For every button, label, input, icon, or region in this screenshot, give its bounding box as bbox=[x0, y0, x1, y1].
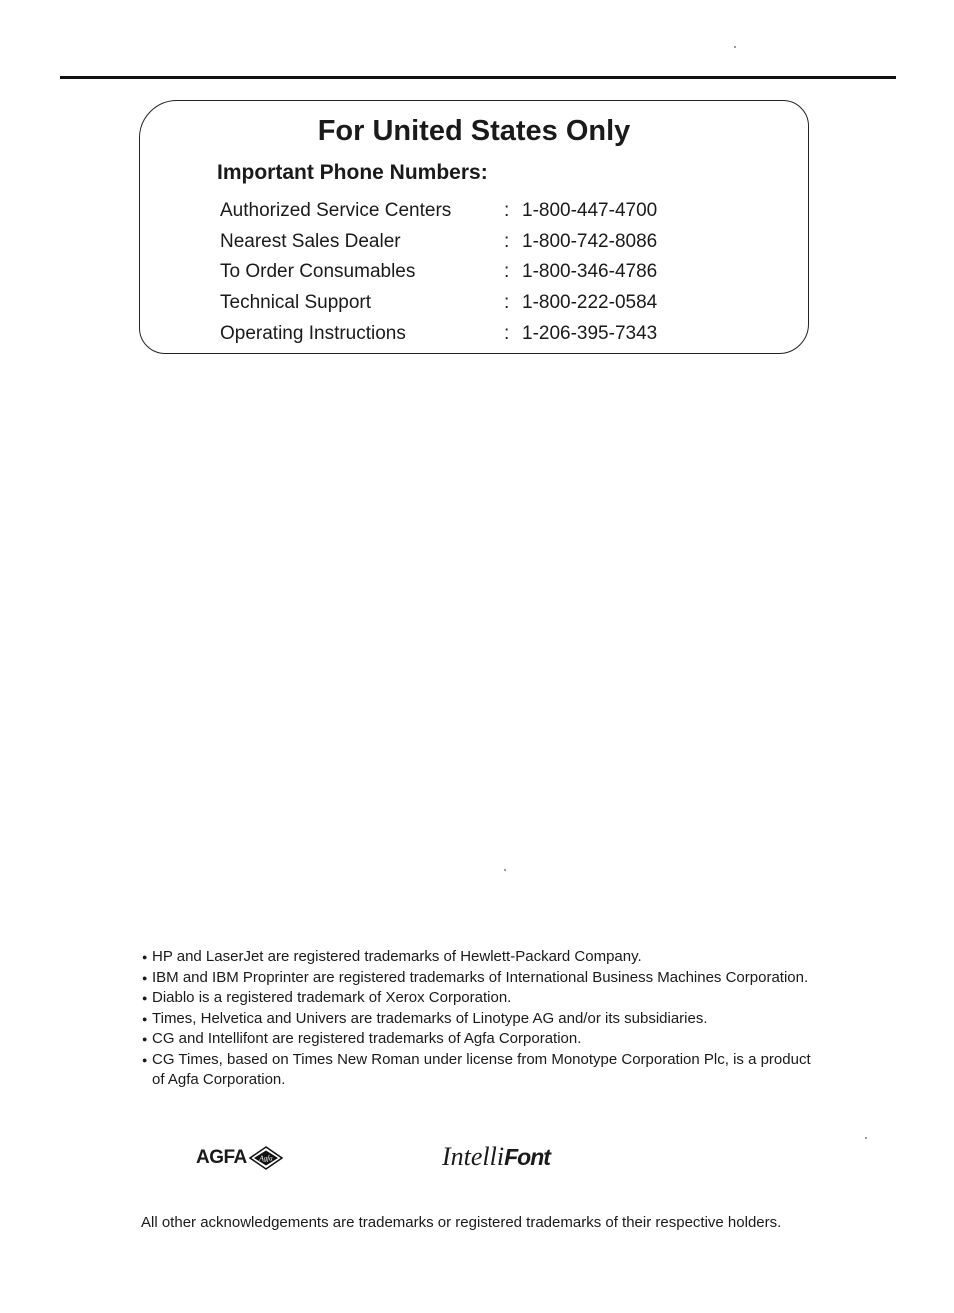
trademark-item: ● Diablo is a registered trademark of Xerox Corporation. bbox=[142, 988, 822, 1009]
agfa-diamond-icon bbox=[249, 1146, 283, 1170]
scan-speck bbox=[504, 869, 506, 871]
scan-speck bbox=[734, 46, 736, 48]
phone-row bbox=[220, 288, 657, 319]
acknowledgement-text: All other acknowledgements are trademarks or registered trademarks of their respective holders. bbox=[141, 1214, 782, 1231]
phone-row-separator: : bbox=[504, 261, 510, 283]
phone-row-separator: : bbox=[504, 200, 510, 222]
phone-row-separator: : bbox=[504, 230, 510, 252]
phone-row bbox=[220, 196, 657, 227]
phone-row-separator: : bbox=[504, 322, 510, 344]
phone-row bbox=[220, 257, 657, 288]
scan-speck bbox=[865, 1137, 867, 1139]
phone-row-label: Technical Support bbox=[220, 292, 372, 314]
intellifont-logo bbox=[442, 1142, 550, 1172]
phone-table bbox=[220, 196, 657, 349]
phone-row-separator: : bbox=[504, 292, 510, 314]
intellifont-wordmark-part2: Font bbox=[504, 1144, 550, 1170]
trademark-list bbox=[142, 947, 822, 1091]
phone-row bbox=[220, 318, 657, 349]
phone-row-label: To Order Consumables bbox=[220, 261, 416, 283]
trademark-item: ● IBM and IBM Proprinter are registered trademarks of International Business Machines Corporation. bbox=[142, 968, 822, 989]
trademark-item: ● CG Times, based on Times New Roman under license from Monotype Corporation Plc, is a product of Agfa Corporation. bbox=[142, 1050, 822, 1091]
phone-row-number: 1-800-346-4786 bbox=[522, 261, 658, 283]
phone-row-number: 1-206-395-7343 bbox=[522, 322, 658, 344]
phone-row bbox=[220, 227, 657, 258]
trademark-item: ● CG and Intellifont are registered trademarks of Agfa Corporation. bbox=[142, 1029, 822, 1050]
agfa-wordmark: AGFA bbox=[196, 1147, 247, 1168]
box-title: For United States Only bbox=[317, 115, 631, 147]
trademark-item: ● HP and LaserJet are registered trademarks of Hewlett-Packard Company. bbox=[142, 947, 822, 968]
phone-row-label: Nearest Sales Dealer bbox=[220, 230, 401, 252]
phone-row-label: Authorized Service Centers bbox=[220, 200, 452, 222]
phone-numbers-box bbox=[139, 100, 809, 354]
agfa-badge-text: Agfa bbox=[259, 1154, 273, 1163]
box-subtitle: Important Phone Numbers: bbox=[217, 161, 488, 184]
phone-row-number: 1-800-447-4700 bbox=[522, 200, 658, 222]
intellifont-wordmark-part1: Intelli bbox=[442, 1142, 505, 1171]
top-rule bbox=[60, 76, 896, 79]
phone-row-number: 1-800-222-0584 bbox=[522, 292, 658, 314]
phone-row-label: Operating Instructions bbox=[220, 322, 406, 344]
phone-row-number: 1-800-742-8086 bbox=[522, 230, 658, 252]
trademark-item: ● Times, Helvetica and Univers are trademarks of Linotype AG and/or its subsidiaries. bbox=[142, 1009, 822, 1030]
agfa-logo bbox=[196, 1146, 283, 1170]
